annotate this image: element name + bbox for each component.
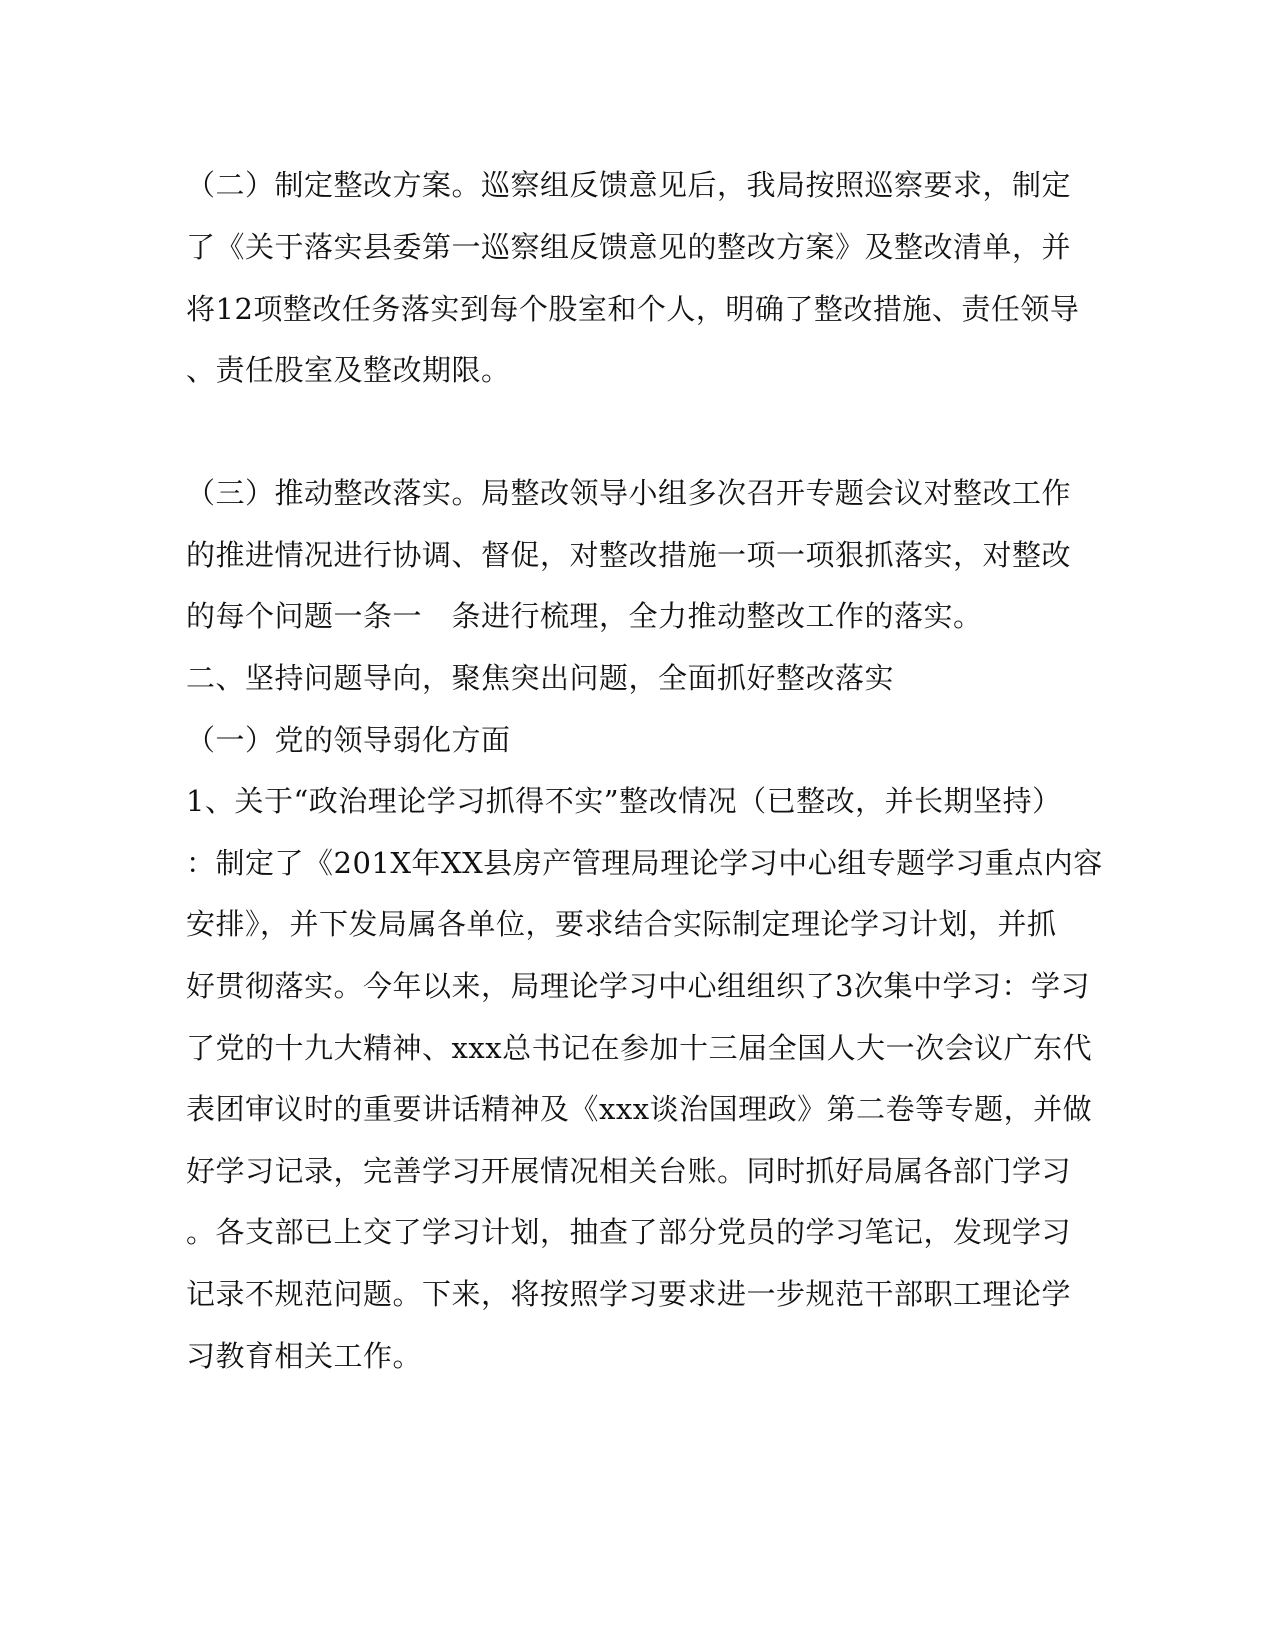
paragraph-line: （三）推动整改落实。局整改领导小组多次召开专题会议对整改工作: [186, 476, 1072, 510]
paragraph-line: 、责任股室及整改期限。: [186, 353, 511, 387]
paragraph-line: 好学习记录，完善学习开展情况相关台账。同时抓好局属各部门学习: [186, 1154, 1072, 1188]
paragraph-line: 了党的十九大精神、xxx总书记在参加十三届全国人大一次会议广东代: [186, 1031, 1093, 1065]
paragraph-line: ：制定了《201X年XX县房产管理局理论学习中心组专题学习重点内容: [186, 846, 1103, 880]
section-heading: 二、坚持问题导向，聚焦突出问题，全面抓好整改落实: [186, 661, 895, 695]
paragraph-line: 记录不规范问题。下来，将按照学习要求进一步规范干部职工理论学: [186, 1277, 1072, 1311]
paragraph-line: （二）制定整改方案。巡察组反馈意见后，我局按照巡察要求，制定: [186, 168, 1072, 202]
paragraph-line: 了《关于落实县委第一巡察组反馈意见的整改方案》及整改清单，并: [186, 230, 1072, 264]
paragraph-line: 1、关于“政治理论学习抓得不实”整改情况（已整改，并长期坚持）: [186, 784, 1062, 818]
paragraph-line: 将12项整改任务落实到每个股室和个人，明确了整改措施、责任领导: [186, 292, 1080, 326]
subsection-heading: （一）党的领导弱化方面: [186, 723, 511, 757]
paragraph-line: 的每个问题一条一 条进行梳理，全力推动整改工作的落实。: [186, 599, 983, 633]
paragraph-line: 好贯彻落实。今年以来，局理论学习中心组组织了3次集中学习：学习: [186, 969, 1090, 1003]
paragraph-line: 表团审议时的重要讲话精神及《xxx谈治国理政》第二卷等专题，并做: [186, 1092, 1093, 1126]
paragraph-line: 习教育相关工作。: [186, 1339, 423, 1373]
paragraph-line: 安排》，并下发局属各单位，要求结合实际制定理论学习计划，并抓: [186, 907, 1057, 941]
paragraph-line: 。各支部已上交了学习计划，抽查了部分党员的学习笔记，发现学习: [186, 1215, 1072, 1249]
paragraph-line: 的推进情况进行协调、督促，对整改措施一项一项狠抓落实，对整改: [186, 538, 1072, 572]
